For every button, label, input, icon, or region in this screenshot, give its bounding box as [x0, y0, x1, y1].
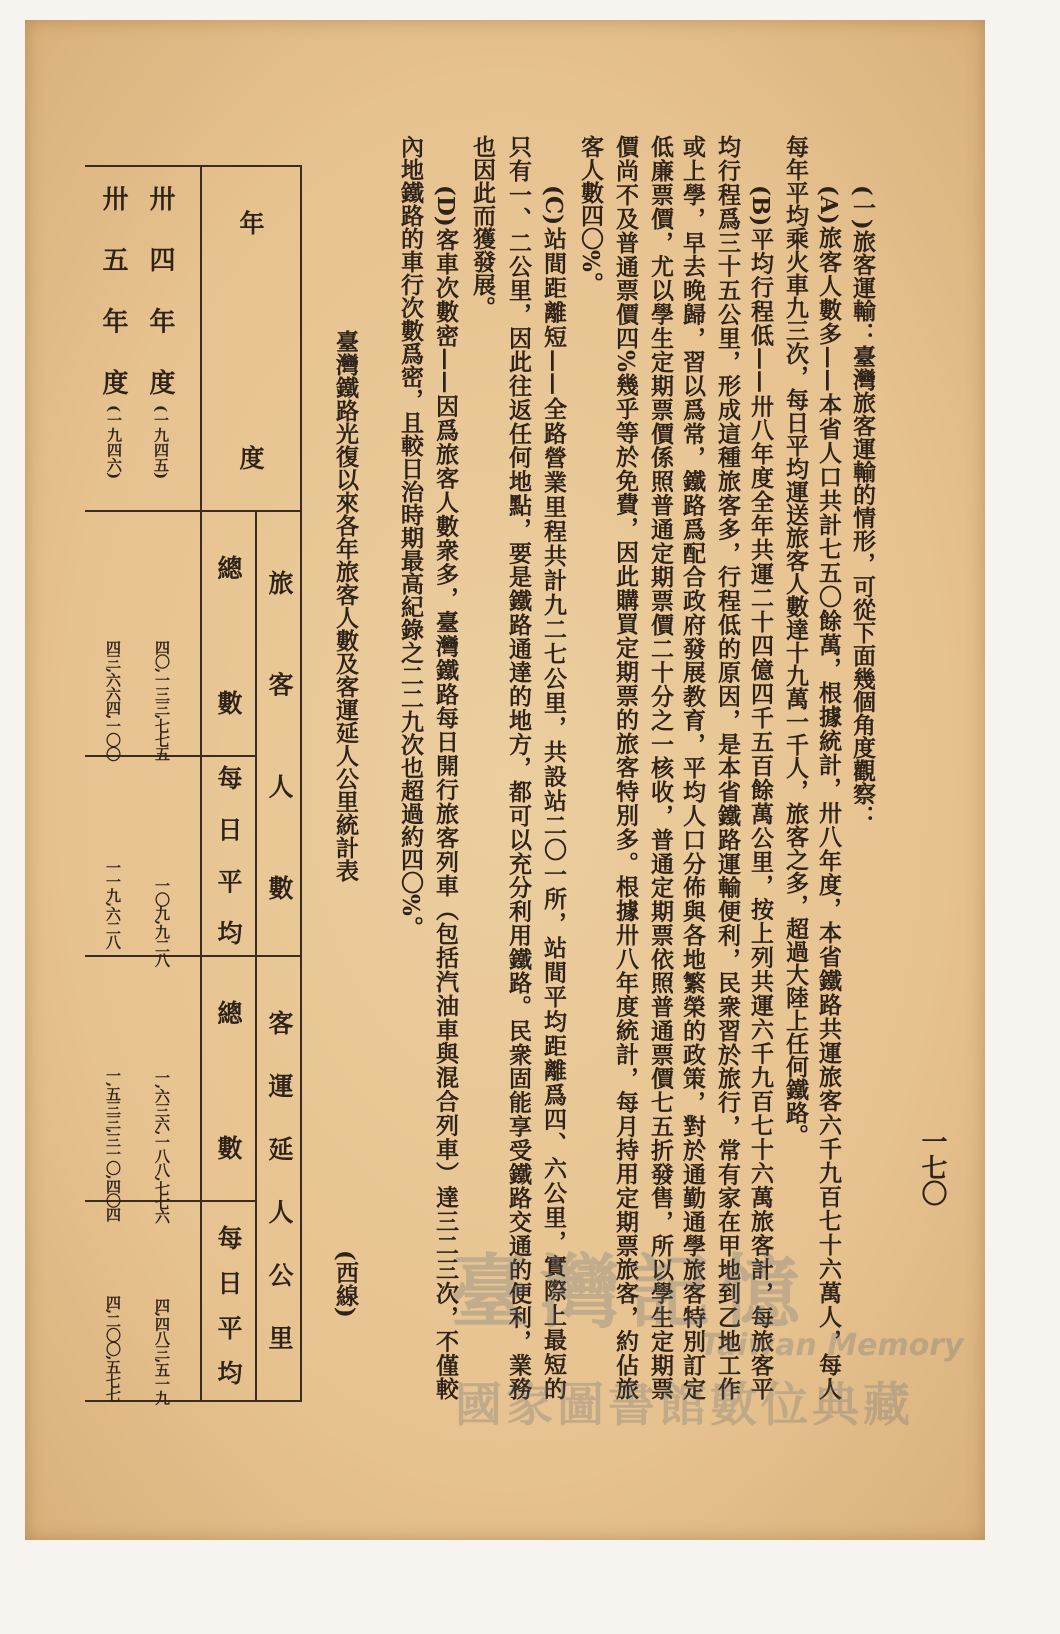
text-line-12: 也因此而獲發展。 [469, 135, 496, 319]
table-subheader-divider [255, 510, 257, 1402]
text-line-11: 只有一、二公里，因此往返任何地點，要是鐵路通達的地方，都可以充分利用鐵路。民衆固能享受鐵路交通的便利，業務 [505, 135, 532, 1400]
watermark-english: Taiwan Memory [700, 1328, 964, 1363]
cell-1946-passengers-total: 四三,六六四,一〇〇 [104, 640, 122, 761]
cell-1945-passengers-daily: 一〇九,九二八 [153, 878, 171, 967]
table-title: 臺灣鐵路光復以來各年旅客人數及客運延人公里統計表 [332, 330, 359, 882]
table-top-rule [85, 165, 302, 167]
text-line-9: 客人數四〇%。 [577, 135, 604, 295]
watermark-organization: 國家圖書館數位典藏 [455, 1378, 914, 1433]
text-line-6: 或上學，早去晚歸，習以爲常，鐵路爲配合政府發展教育，平均人口分佈與各地繁榮的政策，對於通勤通學旅客特別訂定 [679, 135, 706, 1400]
table-group-divider [85, 955, 302, 957]
text-line-13: (D)客車次數密——因爲旅客人數衆多，臺灣鐵路每日開行旅客列車（包括汽油車與混合列車）達三二三次，不僅較 [432, 185, 459, 1400]
watermark-title: 臺灣記憶 [450, 1246, 810, 1339]
text-line-5: 均行程爲三十五公里，形成這種旅客多，行程低的原因，是本省鐵路運輸便利，民衆習於旅行，常有家在甲地到乙地工作 [714, 135, 741, 1400]
text-line-10: (C)站間距離短——全路營業里程共計九二七公里，共設站二〇一所，站間平均距離爲四、六公里，實際上最短的 [540, 185, 567, 1400]
text-line-8: 價尚不及普通票價四%幾乎等於免費，因此購買定期票的旅客特別多。根據卅八年度統計，每月持用定期票旅客，約佔旅 [612, 135, 639, 1400]
text-line-7: 低廉票價，尤以學生定期票價係照普通定期票價二十分之一核收，普通定期票依照普通票價七五折發售，所以學生定期票 [647, 135, 674, 1400]
text-line-1: (一)旅客運輸：臺灣旅客運輸的情形，可從下面幾個角度觀察： [849, 185, 876, 828]
table-right-rule [300, 165, 302, 1402]
page-number: 一七〇 [917, 1128, 947, 1206]
row-year-ad-1946: (一九四六) [105, 405, 123, 480]
table-year-divider [85, 510, 302, 512]
cell-1946-passengers-daily: 一一九,六二八 [104, 860, 122, 949]
table-header-divider [200, 165, 202, 1402]
subheader-km-daily: 每日平均 [214, 1225, 243, 1385]
group-header-passenger-km: 客運延人公里 [265, 1010, 294, 1350]
year-header: 年度 [236, 210, 265, 470]
cell-1945-km-total: 一,六三六,一八八,七七六 [153, 1070, 171, 1223]
table-region-label: (西線) [332, 1250, 359, 1318]
text-line-4: (B)平均行程低——卅八年度全年共運二十四億四千五百餘萬公里，按上列共運六千九百七十六萬旅客計，每旅客平 [747, 185, 774, 1400]
group-header-passengers: 旅客人數 [265, 570, 294, 900]
text-line-2: (A)旅客人數多——本省人口共計七五〇餘萬，根據統計，卅八年度，本省鐵路共運旅客六千九百七十六萬人，每人 [815, 185, 842, 1400]
cell-1946-km-total: 一,五三三,三一〇,四〇四 [104, 1068, 122, 1221]
row-year-1945: 卅四年度 [145, 185, 175, 395]
subheader-passengers-daily: 每日平均 [214, 765, 243, 945]
row-year-ad-1945: (一九四五) [152, 405, 170, 480]
text-line-3: 每年平均乘火車九三次，每日平均運送旅客人數達十九萬一千人，旅客之多，超過大陸上任何鐵路。 [782, 135, 809, 1147]
cell-1946-km-daily: 四,二〇〇,五七七 [104, 1295, 122, 1402]
subheader-passengers-total: 總數 [214, 555, 243, 715]
subheader-km-total: 總數 [214, 1000, 243, 1160]
cell-1945-passengers-total: 四〇,一三三,七七五 [153, 640, 171, 761]
text-line-14: 內地鐵路的車行次數爲密，且較日治時期最高紀錄之二二九次也超過約四〇%。 [397, 135, 424, 939]
row-year-1946: 卅五年度 [98, 185, 128, 395]
cell-1945-km-daily: 四,四八三,五一九 [153, 1298, 171, 1405]
